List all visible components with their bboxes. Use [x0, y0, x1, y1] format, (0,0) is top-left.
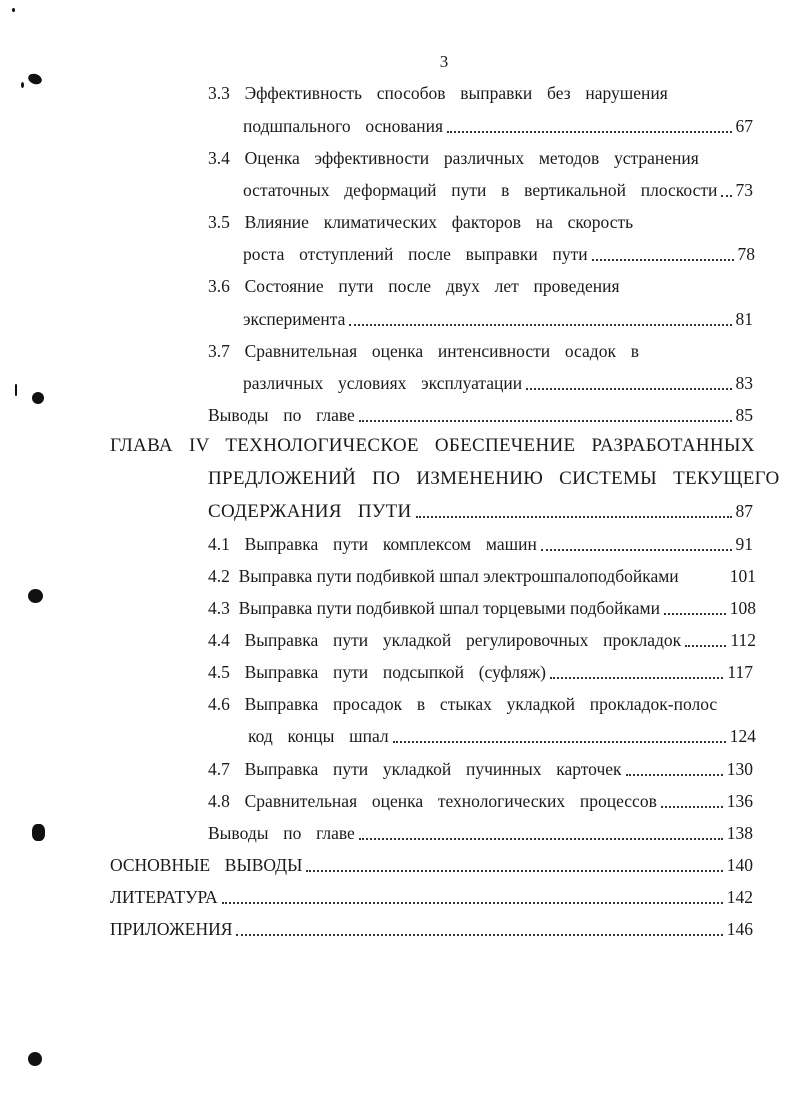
toc-line — [208, 339, 658, 363]
toc-line — [208, 210, 648, 234]
toc-line — [208, 532, 753, 556]
toc-entry-text: 3.4 Оценка эффективности различных методов устранения — [208, 148, 699, 168]
toc-entry-text: остаточных деформаций пути в вертикальной плоскости — [243, 180, 718, 200]
scan-speck — [28, 1052, 42, 1066]
dot-leader — [685, 639, 726, 647]
dot-leader — [306, 864, 722, 872]
toc-entry-text: СОДЕРЖАНИЯ ПУТИ — [208, 501, 412, 522]
dot-leader — [550, 671, 723, 679]
toc-page-number: 130 — [726, 759, 753, 779]
toc-line — [243, 242, 755, 266]
toc-page-number: 142 — [726, 887, 753, 907]
toc-page-number: 101 — [729, 566, 756, 586]
toc-line — [208, 146, 708, 170]
toc-entry-text: 4.6 Выправка просадок в стыках укладкой прокладок-полос — [208, 694, 718, 714]
toc-line — [208, 692, 728, 716]
toc-line — [208, 789, 753, 813]
toc-entry-text: 4.7 Выправка пути укладкой пучинных карточек — [208, 759, 622, 779]
dot-leader — [721, 189, 731, 197]
scan-speck — [15, 384, 17, 396]
toc-line — [208, 660, 753, 684]
toc-line — [208, 821, 753, 845]
toc-entry-text: ОСНОВНЫЕ ВЫВОДЫ — [110, 855, 303, 875]
toc-line — [208, 499, 753, 523]
toc-entry-text: подшпального основания — [243, 116, 443, 136]
toc-entry-text: эксперимента — [243, 309, 346, 329]
toc-line — [110, 917, 753, 941]
dot-leader — [393, 735, 726, 743]
scan-speck — [27, 72, 44, 86]
toc-entry-text: Выводы по главе — [208, 823, 355, 843]
dot-leader — [359, 832, 723, 840]
toc-page-number: 67 — [735, 116, 753, 136]
toc-page-number: 73 — [735, 180, 753, 200]
toc-line — [208, 628, 756, 652]
toc-page-number: 91 — [735, 534, 753, 554]
toc-page-number: 85 — [735, 405, 753, 425]
dot-leader — [222, 896, 723, 904]
scan-speck — [21, 82, 24, 88]
toc-page-number: 78 — [737, 244, 755, 264]
toc-page-number: 108 — [729, 598, 756, 618]
toc-page-number: 87 — [735, 501, 753, 521]
scan-speck — [12, 8, 15, 12]
dot-leader — [626, 768, 723, 776]
toc-entry-text: 4.8 Сравнительная оценка технологических процессов — [208, 791, 657, 811]
toc-line — [110, 885, 753, 909]
toc-line — [110, 853, 753, 877]
toc-entry-text: 3.6 Состояние пути после двух лет проведения — [208, 276, 620, 296]
dot-leader — [592, 253, 734, 261]
toc-page-number: 138 — [726, 823, 753, 843]
toc-entry-text: 4.3 Выправка пути подбивкой шпал торцевыми подбойками — [208, 598, 660, 618]
toc-page-number: 112 — [730, 630, 756, 650]
toc-entry-text: код концы шпал — [248, 726, 389, 746]
dot-leader — [236, 928, 722, 936]
toc-line — [243, 371, 753, 395]
toc-entry-text: 4.4 Выправка пути укладкой регулировочных прокладок — [208, 630, 682, 650]
toc-page-number: 124 — [729, 726, 756, 746]
toc-entry-text: 3.5 Влияние климатических факторов на скорость — [208, 212, 634, 232]
toc-entry-text: различных условиях эксплуатации — [243, 373, 523, 393]
dot-leader — [661, 800, 723, 808]
toc-line — [208, 596, 756, 620]
scan-speck — [28, 589, 43, 603]
toc-entry-text: 3.3 Эффективность способов выправки без нарушения — [208, 83, 668, 103]
toc-page-number: 146 — [726, 919, 753, 939]
toc-entry-text: 4.1 Выправка пути комплексом машин — [208, 534, 537, 554]
scan-speck — [32, 392, 44, 404]
page-number: 3 — [439, 52, 449, 71]
toc-line — [208, 757, 753, 781]
toc-line — [208, 274, 628, 298]
toc-entry-text: 4.5 Выправка пути подсыпкой (суфляж) — [208, 662, 547, 682]
toc-line — [208, 467, 780, 491]
toc-page-number: 117 — [727, 662, 753, 682]
toc-line — [208, 564, 756, 588]
toc-line — [243, 307, 753, 331]
toc-line — [110, 434, 755, 458]
toc-entry-text: роста отступлений после выправки пути — [243, 244, 588, 264]
toc-line — [208, 81, 678, 105]
scan-speck — [32, 824, 45, 841]
toc-entry-text: ПРИЛОЖЕНИЯ — [110, 919, 233, 939]
dot-leader — [526, 382, 731, 390]
dot-leader — [447, 125, 732, 133]
toc-page-number: 81 — [735, 309, 753, 329]
toc-entry-text: ГЛАВА IV ТЕХНОЛОГИЧЕСКОЕ ОБЕСПЕЧЕНИЕ РАЗРАБОТАННЫХ — [110, 435, 755, 456]
toc-page-number: 83 — [735, 373, 753, 393]
dot-leader — [359, 414, 732, 422]
dot-leader — [541, 543, 732, 551]
dot-leader — [349, 318, 731, 326]
toc-entry-text: Выводы по главе — [208, 405, 355, 425]
toc-line — [208, 403, 753, 427]
toc-entry-text: 4.2 Выправка пути подбивкой шпал электрошпалоподбойками — [208, 566, 679, 586]
dot-leader — [416, 510, 732, 518]
toc-line — [243, 114, 753, 138]
toc-page-number: 140 — [726, 855, 753, 875]
toc-line — [243, 178, 753, 202]
toc-entry-text: ПРЕДЛОЖЕНИЙ ПО ИЗМЕНЕНИЮ СИСТЕМЫ ТЕКУЩЕГО — [208, 468, 780, 489]
dot-leader — [664, 607, 726, 615]
toc-entry-text: 3.7 Сравнительная оценка интенсивности осадок в — [208, 341, 639, 361]
toc-line — [248, 724, 756, 748]
toc-page-number: 136 — [726, 791, 753, 811]
toc-entry-text: ЛИТЕРАТУРА — [110, 887, 218, 907]
